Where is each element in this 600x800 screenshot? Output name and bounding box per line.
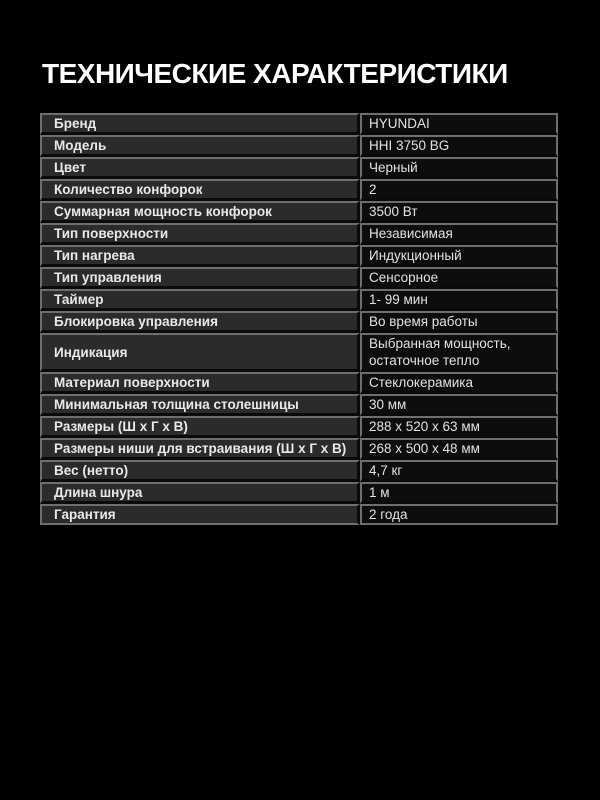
spec-label-cell: Цвет: [40, 157, 360, 179]
spec-row: [40, 223, 558, 245]
spec-row: [40, 289, 558, 311]
spec-row: [40, 245, 558, 267]
spec-row: [40, 113, 558, 135]
spec-row: [40, 504, 558, 525]
spec-label-cell: Длина шнура: [40, 482, 360, 504]
spec-value-cell: Независимая: [360, 223, 558, 245]
spec-value-cell: 4,7 кг: [360, 460, 558, 482]
spec-label-cell: Тип поверхности: [40, 223, 360, 245]
spec-value-cell: HHI 3750 BG: [360, 135, 558, 157]
spec-value-cell: 2: [360, 179, 558, 201]
spec-label-cell: Размеры (Ш х Г х В): [40, 416, 360, 438]
spec-value-cell: 1 м: [360, 482, 558, 504]
spec-label-cell: Тип управления: [40, 267, 360, 289]
spec-value-cell: Сенсорное: [360, 267, 558, 289]
spec-row: [40, 135, 558, 157]
spec-value-cell: Стеклокерамика: [360, 372, 558, 394]
spec-value-cell: 2 года: [360, 504, 558, 525]
spec-label-cell: Блокировка управления: [40, 311, 360, 333]
specs-table: [40, 113, 558, 525]
specs-table-body: [40, 113, 558, 525]
spec-value-cell: 1- 99 мин: [360, 289, 558, 311]
spec-value-cell: 288 х 520 х 63 мм: [360, 416, 558, 438]
spec-row: [40, 201, 558, 223]
spec-label-cell: Размеры ниши для встраивания (Ш х Г х В): [40, 438, 360, 460]
spec-value-cell: Черный: [360, 157, 558, 179]
spec-row: [40, 179, 558, 201]
spec-value-cell: 3500 Вт: [360, 201, 558, 223]
spec-label-cell: Модель: [40, 135, 360, 157]
spec-row: [40, 460, 558, 482]
page-title: ТЕХНИЧЕСКИЕ ХАРАКТЕРИСТИКИ: [42, 58, 508, 89]
spec-label-cell: Материал поверхности: [40, 372, 360, 394]
spec-row: [40, 482, 558, 504]
spec-row: [40, 372, 558, 394]
spec-label-cell: Тип нагрева: [40, 245, 360, 267]
spec-row: [40, 394, 558, 416]
spec-row: [40, 438, 558, 460]
spec-value-cell: 30 мм: [360, 394, 558, 416]
spec-row: [40, 333, 558, 372]
spec-value-cell: Индукционный: [360, 245, 558, 267]
spec-value-cell: 268 х 500 х 48 мм: [360, 438, 558, 460]
spec-value-cell: Выбранная мощность, остаточное тепло: [360, 333, 558, 372]
spec-value-cell: Во время работы: [360, 311, 558, 333]
spec-label-cell: Количество конфорок: [40, 179, 360, 201]
spec-label-cell: Суммарная мощность конфорок: [40, 201, 360, 223]
spec-label-cell: Минимальная толщина столешницы: [40, 394, 360, 416]
spec-label-cell: Гарантия: [40, 504, 360, 525]
spec-label-cell: Индикация: [40, 333, 360, 372]
spec-row: [40, 416, 558, 438]
spec-label-cell: Вес (нетто): [40, 460, 360, 482]
spec-label-cell: Бренд: [40, 113, 360, 135]
spec-row: [40, 311, 558, 333]
spec-row: [40, 267, 558, 289]
spec-value-cell: HYUNDAI: [360, 113, 558, 135]
spec-row: [40, 157, 558, 179]
spec-label-cell: Таймер: [40, 289, 360, 311]
